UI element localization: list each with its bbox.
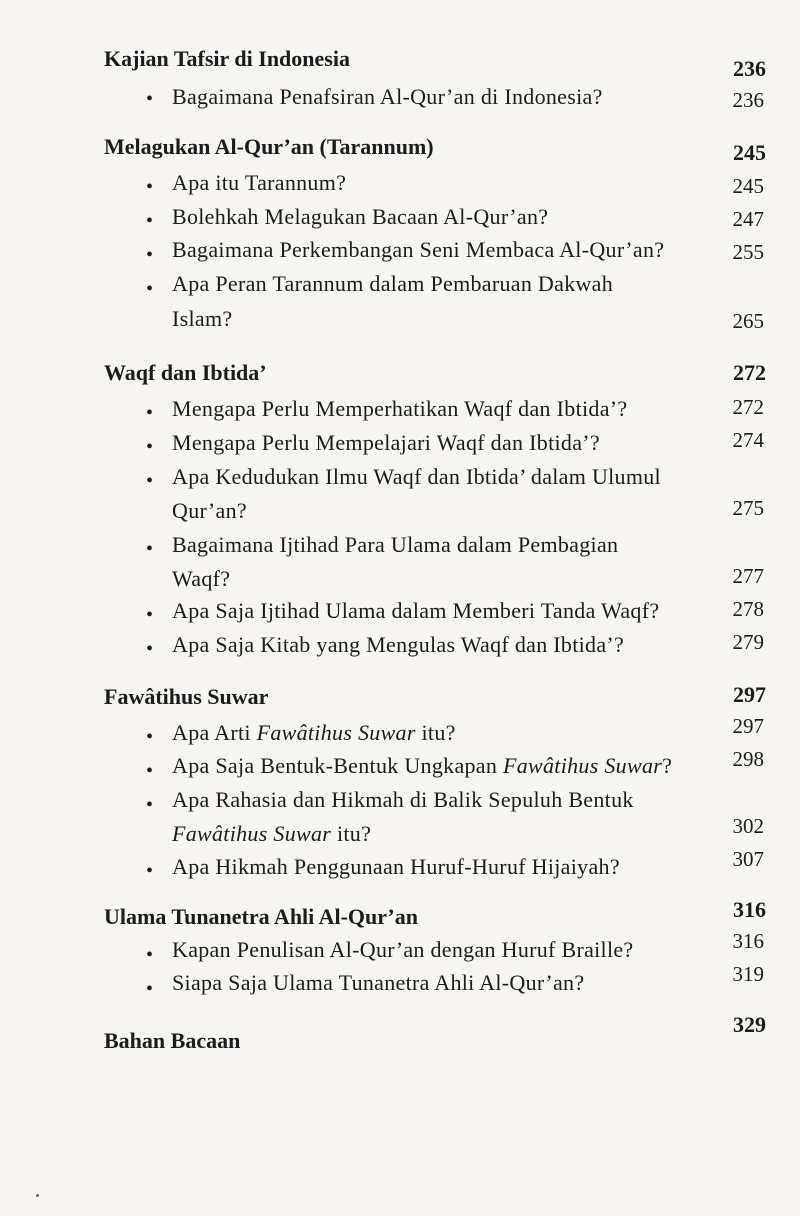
bullet-icon: • <box>146 278 154 300</box>
toc-entry-continuation: Qur’an? <box>172 498 247 523</box>
entry-page-number: 245 <box>732 174 764 198</box>
entry-page-number: 265 <box>732 309 764 333</box>
entry-page-number: 247 <box>732 207 764 231</box>
entry-page-number: 307 <box>732 847 764 871</box>
bullet-icon: • <box>146 760 154 782</box>
bullet-icon: • <box>146 210 154 232</box>
bullet-icon: • <box>146 402 154 424</box>
italic-term: Fawâtihus Suwar <box>256 720 416 745</box>
entry-page-number: 272 <box>732 395 764 419</box>
entry-page-number: 274 <box>732 428 764 452</box>
section-page-number: 245 <box>733 140 766 165</box>
toc-entry: Apa Kedudukan Ilmu Waqf dan Ibtida’ dalam Ulumul <box>172 464 661 489</box>
bullet-icon: • <box>146 470 154 492</box>
toc-entry: Siapa Saja Ulama Tunanetra Ahli Al-Qur’an? <box>172 970 585 995</box>
entry-page-number: 236 <box>732 88 764 112</box>
entry-page-number: 277 <box>732 564 764 588</box>
section-title: Bahan Bacaan <box>104 1028 241 1053</box>
toc-entry: Bagaimana Perkembangan Seni Membaca Al-Qur’an? <box>172 237 665 262</box>
toc-entry: Apa Saja Bentuk-Bentuk Ungkapan Fawâtihus Suwar? <box>172 753 673 778</box>
toc-entry: Apa Peran Tarannum dalam Pembaruan Dakwah <box>172 271 614 296</box>
section-page-number: 297 <box>733 682 766 707</box>
italic-term: Fawâtihus Suwar <box>502 753 663 778</box>
entry-page-number: 297 <box>732 714 764 738</box>
section-page-number: 236 <box>733 56 766 81</box>
bullet-icon: • <box>146 604 154 626</box>
toc-entry: Kapan Penulisan Al-Qur’an dengan Huruf Braille? <box>172 937 634 962</box>
section-title: Fawâtihus Suwar <box>104 684 269 709</box>
toc-entry: Apa Saja Ijtihad Ulama dalam Memberi Tanda Waqf? <box>172 598 660 623</box>
bullet-icon: • <box>146 638 154 660</box>
bullet-icon: • <box>146 726 154 748</box>
toc-entry: Mengapa Perlu Mempelajari Waqf dan Ibtida’? <box>172 430 600 455</box>
bullet-icon: • <box>146 88 154 110</box>
bullet-icon: • <box>146 176 154 198</box>
toc-entry: Mengapa Perlu Memperhatikan Waqf dan Ibtida’? <box>172 396 628 421</box>
toc-entry: Apa Hikmah Penggunaan Huruf-Huruf Hijaiyah? <box>172 854 620 879</box>
entry-page-number: 278 <box>732 597 764 621</box>
toc-entry: Bagaimana Penafsiran Al-Qur’an di Indonesia? <box>172 84 603 109</box>
bullet-icon: • <box>146 436 154 458</box>
section-page-number: 272 <box>733 360 766 385</box>
section-title: Waqf dan Ibtida’ <box>104 360 267 385</box>
toc-entry: Bagaimana Ijtihad Para Ulama dalam Pembagian <box>172 532 619 557</box>
bullet-icon: • <box>146 538 154 560</box>
bullet-icon: • <box>146 944 154 966</box>
toc-entry-continuation: Fawâtihus Suwar itu? <box>172 821 372 846</box>
bullet-icon: • <box>146 978 154 1000</box>
section-title: Ulama Tunanetra Ahli Al-Qur’an <box>104 904 418 929</box>
entry-page-number: 302 <box>732 814 764 838</box>
toc-entry: Apa Rahasia dan Hikmah di Balik Sepuluh Bentuk <box>172 787 634 812</box>
toc-entry: Apa Arti Fawâtihus Suwar itu? <box>172 720 456 745</box>
entry-page-number: 319 <box>732 962 764 986</box>
section-page-number: 329 <box>733 1012 766 1037</box>
entry-page-number: 255 <box>732 240 764 264</box>
toc-entry: Apa Saja Kitab yang Mengulas Waqf dan Ibtida’? <box>172 632 625 657</box>
entry-page-number: 298 <box>732 747 764 771</box>
section-title: Kajian Tafsir di Indonesia <box>104 46 350 71</box>
toc-entry-continuation: Islam? <box>172 306 233 331</box>
section-page-number: 316 <box>733 897 766 922</box>
bullet-icon: • <box>146 860 154 882</box>
entry-page-number: 275 <box>732 496 764 520</box>
entry-page-number: 279 <box>732 630 764 654</box>
bullet-icon: • <box>146 794 154 816</box>
toc-entry: Apa itu Tarannum? <box>172 170 347 195</box>
italic-term: Fawâtihus Suwar <box>172 821 332 846</box>
bullet-icon: • <box>146 244 154 266</box>
toc-entry: Bolehkah Melagukan Bacaan Al-Qur’an? <box>172 204 549 229</box>
toc-entry-continuation: Waqf? <box>172 566 231 591</box>
page-speck <box>36 1194 39 1197</box>
section-title: Melagukan Al-Qur’an (Tarannum) <box>104 134 434 159</box>
entry-page-number: 316 <box>732 929 764 953</box>
